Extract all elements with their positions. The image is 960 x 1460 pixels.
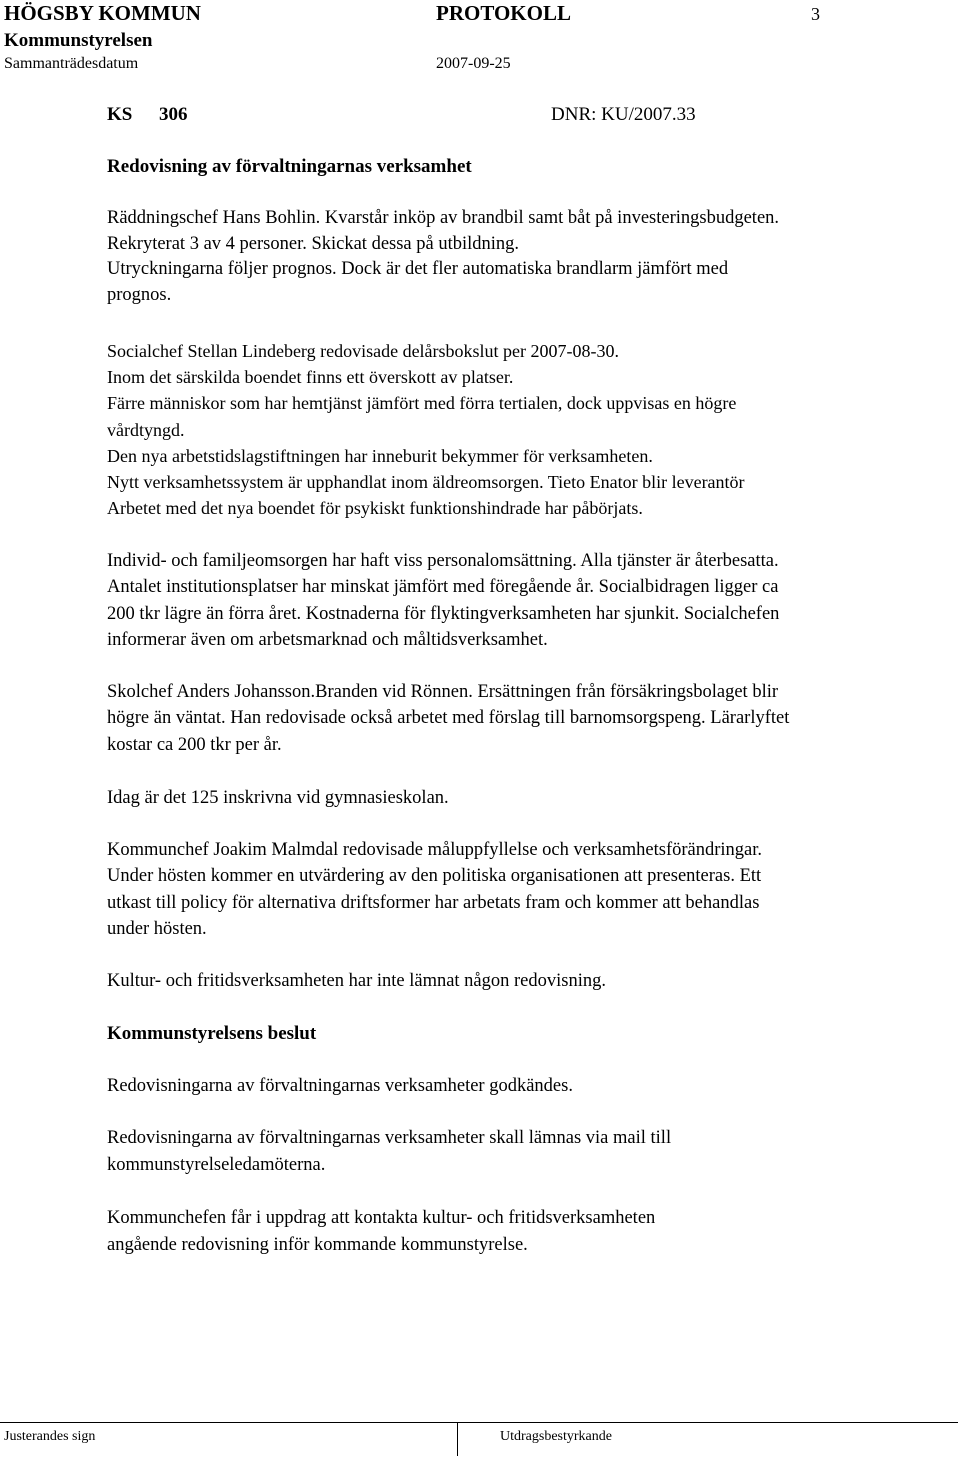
case-ks-label: KS xyxy=(107,104,133,125)
document-type: PROTOKOLL xyxy=(436,1,571,25)
text-line: utkast till policy för alternativa driftsformer har arbetats fram och kommer att behandlas xyxy=(107,892,760,913)
case-ks-number: 306 xyxy=(159,104,188,125)
text-line: Skolchef Anders Johansson.Branden vid Rönnen. Ersättningen från försäkringsbolaget blir xyxy=(107,682,779,702)
case-title: Redovisning av förvaltningarnas verksamhet xyxy=(107,156,472,177)
text-line: angående redovisning inför kommande kommunstyrelse. xyxy=(107,1234,528,1255)
paragraph-family-care xyxy=(107,548,947,653)
text-line: vårdtyngd. xyxy=(107,419,185,440)
text-line: Under hösten kommer en utvärdering av den politiska organisationen att presenteras. Ett xyxy=(107,866,762,887)
page-number: 3 xyxy=(811,4,820,24)
case-dnr: DNR: KU/2007.33 xyxy=(551,104,696,125)
municipality-name: HÖGSBY KOMMUN xyxy=(4,1,201,25)
text-line: Antalet institutionsplatser har minskat jämfört med föregående år. Socialbidragen ligger ca xyxy=(107,577,779,598)
text-line: kostar ca 200 tkr per år. xyxy=(107,734,282,755)
text-line: Färre människor som har hemtjänst jämfört med förra tertialen, dock uppvisas en högre xyxy=(107,393,737,414)
footer-signature-label: Justerandes sign xyxy=(4,1429,96,1444)
text-line: Individ- och familjeomsorgen har haft viss personalomsättning. Alla tjänster är återbesatta. xyxy=(107,551,779,571)
paragraph-culture-leisure xyxy=(107,968,947,994)
text-line: informerar även om arbetsmarknad och måltidsverksamhet. xyxy=(107,629,548,650)
committee-name: Kommunstyrelsen xyxy=(4,30,153,51)
text-line: Socialchef Stellan Lindeberg redovisade delårsbokslut per 2007-08-30. xyxy=(107,341,620,361)
text-line: högre än väntat. Han redovisade också arbetet med förslag till barnomsorgspeng. Lärarlyftet xyxy=(107,708,790,729)
footer-signature-divider xyxy=(457,1422,458,1456)
text-line: Idag är det 125 inskrivna vid gymnasieskolan. xyxy=(107,788,449,808)
paragraph-school xyxy=(107,679,947,758)
text-line: Redovisningarna av förvaltningarnas verksamheter skall lämnas via mail till xyxy=(107,1128,672,1148)
text-line: Rekryterat 3 av 4 personer. Skickat dessa på utbildning. xyxy=(107,233,520,254)
text-line: prognos. xyxy=(107,284,172,305)
text-line: Inom det särskilda boendet finns ett överskott av platser. xyxy=(107,367,514,388)
decision-item-3 xyxy=(107,1205,947,1258)
text-line: Kultur- och fritidsverksamheten har inte lämnat någon redovisning. xyxy=(107,971,606,991)
text-line: Den nya arbetstidslagstiftningen har inneburit bekymmer för verksamheten. xyxy=(107,445,653,466)
meeting-date-label: Sammanträdesdatum xyxy=(4,55,139,72)
paragraph-upper-secondary xyxy=(107,785,947,811)
decision-heading: Kommunstyrelsens beslut xyxy=(107,1023,317,1044)
text-line: Räddningschef Hans Bohlin. Kvarstår inköp av brandbil samt båt på investeringsbudgeten. xyxy=(107,208,780,228)
text-line: under hösten. xyxy=(107,918,207,939)
footer-certification-label: Utdragsbestyrkande xyxy=(500,1429,612,1444)
paragraph-rescue-service xyxy=(107,206,947,308)
text-line: 200 tkr lägre än förra året. Kostnaderna för flyktingverksamheten har sjunkit. Socialchefen xyxy=(107,603,780,624)
decision-item-2 xyxy=(107,1125,947,1178)
text-line: Nytt verksamhetssystem är upphandlat inom äldreomsorgen. Tieto Enator blir leverantör xyxy=(107,472,745,493)
decision-item-1 xyxy=(107,1073,947,1099)
footer-divider xyxy=(0,1422,958,1423)
paragraph-social-services xyxy=(107,338,947,521)
text-line: Utryckningarna följer prognos. Dock är det fler automatiska brandlarm jämfört med xyxy=(107,259,729,279)
text-line: kommunstyrelseledamöterna. xyxy=(107,1154,326,1175)
text-line: Arbetet med det nya boendet för psykiskt funktionshindrade har påbörjats. xyxy=(107,498,643,519)
text-line: Kommunchefen får i uppdrag att kontakta kultur- och fritidsverksamheten xyxy=(107,1208,656,1228)
text-line: Kommunchef Joakim Malmdal redovisade måluppfyllelse och verksamhetsförändringar. xyxy=(107,840,763,860)
text-line: Redovisningarna av förvaltningarnas verksamheter godkändes. xyxy=(107,1076,573,1096)
paragraph-municipal-manager xyxy=(107,837,947,942)
meeting-date: 2007-09-25 xyxy=(436,55,511,72)
